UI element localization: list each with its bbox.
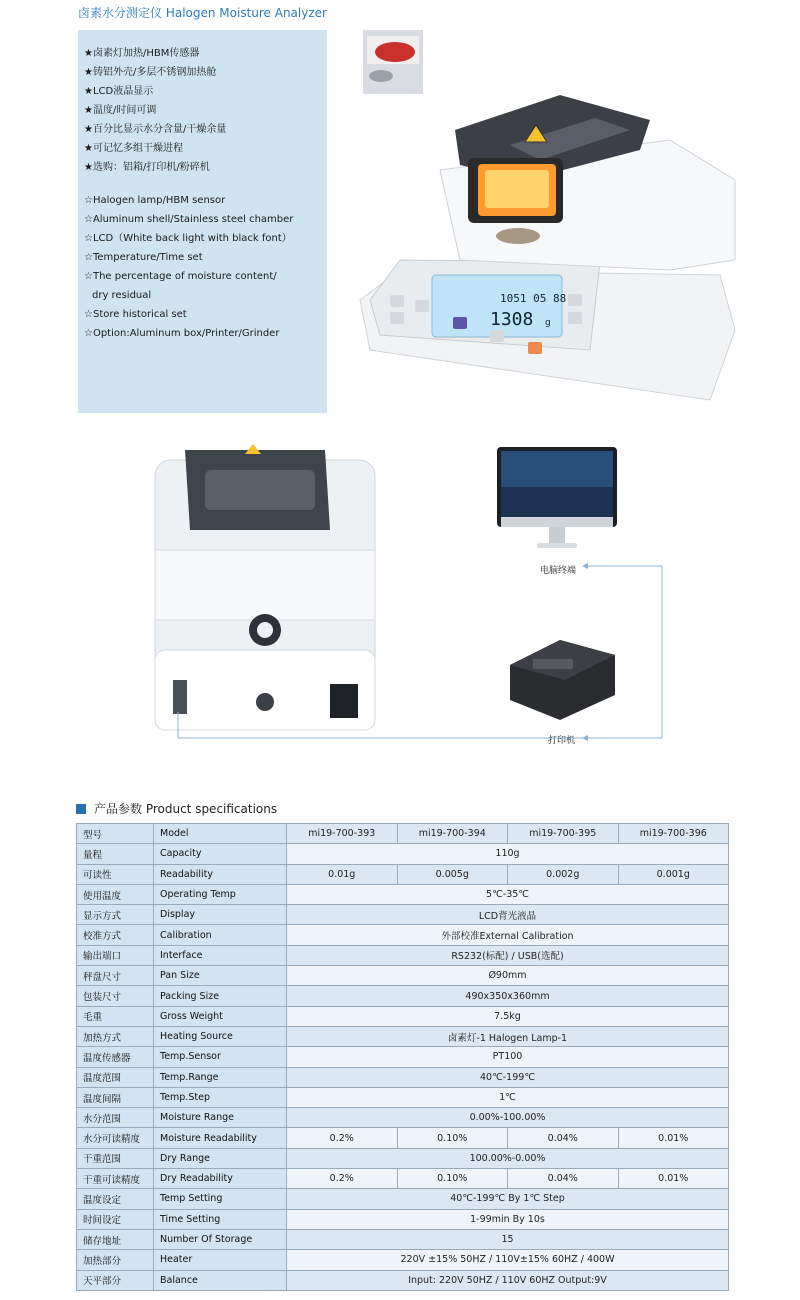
value-cell: 0.01% <box>618 1169 729 1189</box>
spec-title-text: 产品参数 Product specifications <box>94 802 278 816</box>
row-zh: 储存地址 <box>77 1229 154 1249</box>
value-cell: 0.2% <box>287 1128 398 1148</box>
title-marker <box>76 804 86 814</box>
row-zh: 秤盘尺寸 <box>77 966 154 986</box>
row-en: Capacity <box>154 844 287 864</box>
model-cell: mi19-700-396 <box>618 824 729 844</box>
table-row <box>77 905 729 925</box>
value-cell: 0.04% <box>508 1128 619 1148</box>
table-row <box>77 986 729 1006</box>
feature-cn: ★选购：铝箱/打印机/粉碎机 <box>84 162 210 173</box>
table-row <box>77 1047 729 1067</box>
row-en: Dry Readability <box>154 1169 287 1189</box>
row-zh: 可读性 <box>77 864 154 884</box>
feature-en: ☆Halogen lamp/HBM sensor <box>84 195 226 206</box>
row-en: Readability <box>154 864 287 884</box>
spec-table <box>76 823 729 1291</box>
value-cell: PT100 <box>287 1047 729 1067</box>
device-time: 1051 05 88 <box>500 292 567 305</box>
table-row <box>77 824 729 844</box>
table-row <box>77 925 729 945</box>
value-cell: 卤素灯-1 Halogen Lamp-1 <box>287 1026 729 1046</box>
feature-en: ☆Aluminum shell/Stainless steel chamber <box>84 214 294 225</box>
feature-en: ☆Option:Aluminum box/Printer/Grinder <box>84 328 280 339</box>
table-row <box>77 1209 729 1229</box>
value-cell: 0.10% <box>397 1169 508 1189</box>
row-zh: 干重可读精度 <box>77 1169 154 1189</box>
row-zh: 包装尺寸 <box>77 986 154 1006</box>
table-row <box>77 1148 729 1168</box>
value-cell: 15 <box>287 1229 729 1249</box>
row-zh: 校准方式 <box>77 925 154 945</box>
value-cell: 0.002g <box>508 864 619 884</box>
row-en: Gross Weight <box>154 1006 287 1026</box>
value-cell: 0.005g <box>397 864 508 884</box>
model-cell: mi19-700-395 <box>508 824 619 844</box>
row-en: Dry Range <box>154 1148 287 1168</box>
row-en: Temp Setting <box>154 1189 287 1209</box>
row-zh: 型号 <box>77 824 154 844</box>
value-cell: Ø90mm <box>287 966 729 986</box>
table-row <box>77 1229 729 1249</box>
printer-label: 打印机 <box>548 736 576 746</box>
feature-en: ☆LCD（White back light with black font） <box>84 233 292 244</box>
value-cell: 0.00%-100.00% <box>287 1108 729 1128</box>
feature-cn: ★温度/时间可调 <box>84 105 157 116</box>
device-unit: g <box>545 318 551 328</box>
row-zh: 干重范围 <box>77 1148 154 1168</box>
row-en: Number Of Storage <box>154 1229 287 1249</box>
row-en: Heater <box>154 1250 287 1270</box>
table-row <box>77 945 729 965</box>
table-row <box>77 1026 729 1046</box>
row-zh: 时间设定 <box>77 1209 154 1229</box>
row-zh: 温度设定 <box>77 1189 154 1209</box>
model-cell: mi19-700-394 <box>397 824 508 844</box>
value-cell: 0.001g <box>618 864 729 884</box>
row-zh: 天平部分 <box>77 1270 154 1290</box>
row-zh: 水分可读精度 <box>77 1128 154 1148</box>
table-row <box>77 1169 729 1189</box>
table-row <box>77 1250 729 1270</box>
value-cell: 220V ±15% 50HZ / 110V±15% 60HZ / 400W <box>287 1250 729 1270</box>
table-row <box>77 844 729 864</box>
table-row <box>77 1108 729 1128</box>
row-en: Model <box>154 824 287 844</box>
value-cell: LCD背光液晶 <box>287 905 729 925</box>
feature-cn: ★可记忆多组干燥进程 <box>84 143 183 154</box>
row-en: Balance <box>154 1270 287 1290</box>
feature-en: ☆Store historical set <box>84 309 187 320</box>
row-en: Heating Source <box>154 1026 287 1046</box>
value-cell: 外部校准External Calibration <box>287 925 729 945</box>
row-en: Interface <box>154 945 287 965</box>
table-row <box>77 966 729 986</box>
row-zh: 温度传感器 <box>77 1047 154 1067</box>
row-en: Packing Size <box>154 986 287 1006</box>
table-row <box>77 864 729 884</box>
row-en: Temp.Sensor <box>154 1047 287 1067</box>
value-cell: Input: 220V 50HZ / 110V 60HZ Output:9V <box>287 1270 729 1290</box>
feature-cn: ★LCD液晶显示 <box>84 86 154 97</box>
feature-en: ☆Temperature/Time set <box>84 252 203 263</box>
table-row <box>77 1270 729 1290</box>
row-zh: 输出端口 <box>77 945 154 965</box>
device-reading: 1308 <box>490 309 534 330</box>
value-cell: 5℃-35℃ <box>287 884 729 904</box>
value-cell: 1-99min By 10s <box>287 1209 729 1229</box>
row-zh: 温度范围 <box>77 1067 154 1087</box>
row-zh: 使用温度 <box>77 884 154 904</box>
row-zh: 加热部分 <box>77 1250 154 1270</box>
value-cell: 0.04% <box>508 1169 619 1189</box>
value-cell: 110g <box>287 844 729 864</box>
feature-cn: ★百分比显示水分含量/干燥余量 <box>84 124 227 135</box>
page-title: 卤素水分测定仪 Halogen Moisture Analyzer <box>78 6 327 20</box>
value-cell: 0.01g <box>287 864 398 884</box>
row-en: Calibration <box>154 925 287 945</box>
value-cell: 7.5kg <box>287 1006 729 1026</box>
value-cell: RS232(标配) / USB(选配) <box>287 945 729 965</box>
feature-en: dry residual <box>92 290 152 301</box>
feature-cn: ★卤素灯加热/HBM传感器 <box>84 48 200 59</box>
value-cell: 40℃-199℃ By 1℃ Step <box>287 1189 729 1209</box>
row-en: Moisture Range <box>154 1108 287 1128</box>
row-zh: 温度间隔 <box>77 1087 154 1107</box>
table-row <box>77 1067 729 1087</box>
value-cell: 490x350x360mm <box>287 986 729 1006</box>
feature-en: ☆The percentage of moisture content/ <box>84 271 277 282</box>
row-en: Display <box>154 905 287 925</box>
value-cell: 1℃ <box>287 1087 729 1107</box>
row-en: Temp.Range <box>154 1067 287 1087</box>
value-cell: 40℃-199℃ <box>287 1067 729 1087</box>
value-cell: 100.00%-0.00% <box>287 1148 729 1168</box>
row-en: Moisture Readability <box>154 1128 287 1148</box>
row-zh: 量程 <box>77 844 154 864</box>
row-en: Operating Temp <box>154 884 287 904</box>
row-en: Time Setting <box>154 1209 287 1229</box>
feature-cn: ★铸铝外壳/多层不锈钢加热舱 <box>84 67 217 78</box>
table-row <box>77 1087 729 1107</box>
row-en: Pan Size <box>154 966 287 986</box>
model-cell: mi19-700-393 <box>287 824 398 844</box>
table-row <box>77 1128 729 1148</box>
row-zh: 水分范围 <box>77 1108 154 1128</box>
row-zh: 毛重 <box>77 1006 154 1026</box>
value-cell: 0.2% <box>287 1169 398 1189</box>
table-row <box>77 1006 729 1026</box>
row-zh: 显示方式 <box>77 905 154 925</box>
computer-label: 电脑终端 <box>540 566 577 576</box>
table-row <box>77 884 729 904</box>
row-zh: 加热方式 <box>77 1026 154 1046</box>
value-cell: 0.01% <box>618 1128 729 1148</box>
spec-section-title <box>76 800 277 817</box>
table-row <box>77 1189 729 1209</box>
row-en: Temp.Step <box>154 1087 287 1107</box>
value-cell: 0.10% <box>397 1128 508 1148</box>
